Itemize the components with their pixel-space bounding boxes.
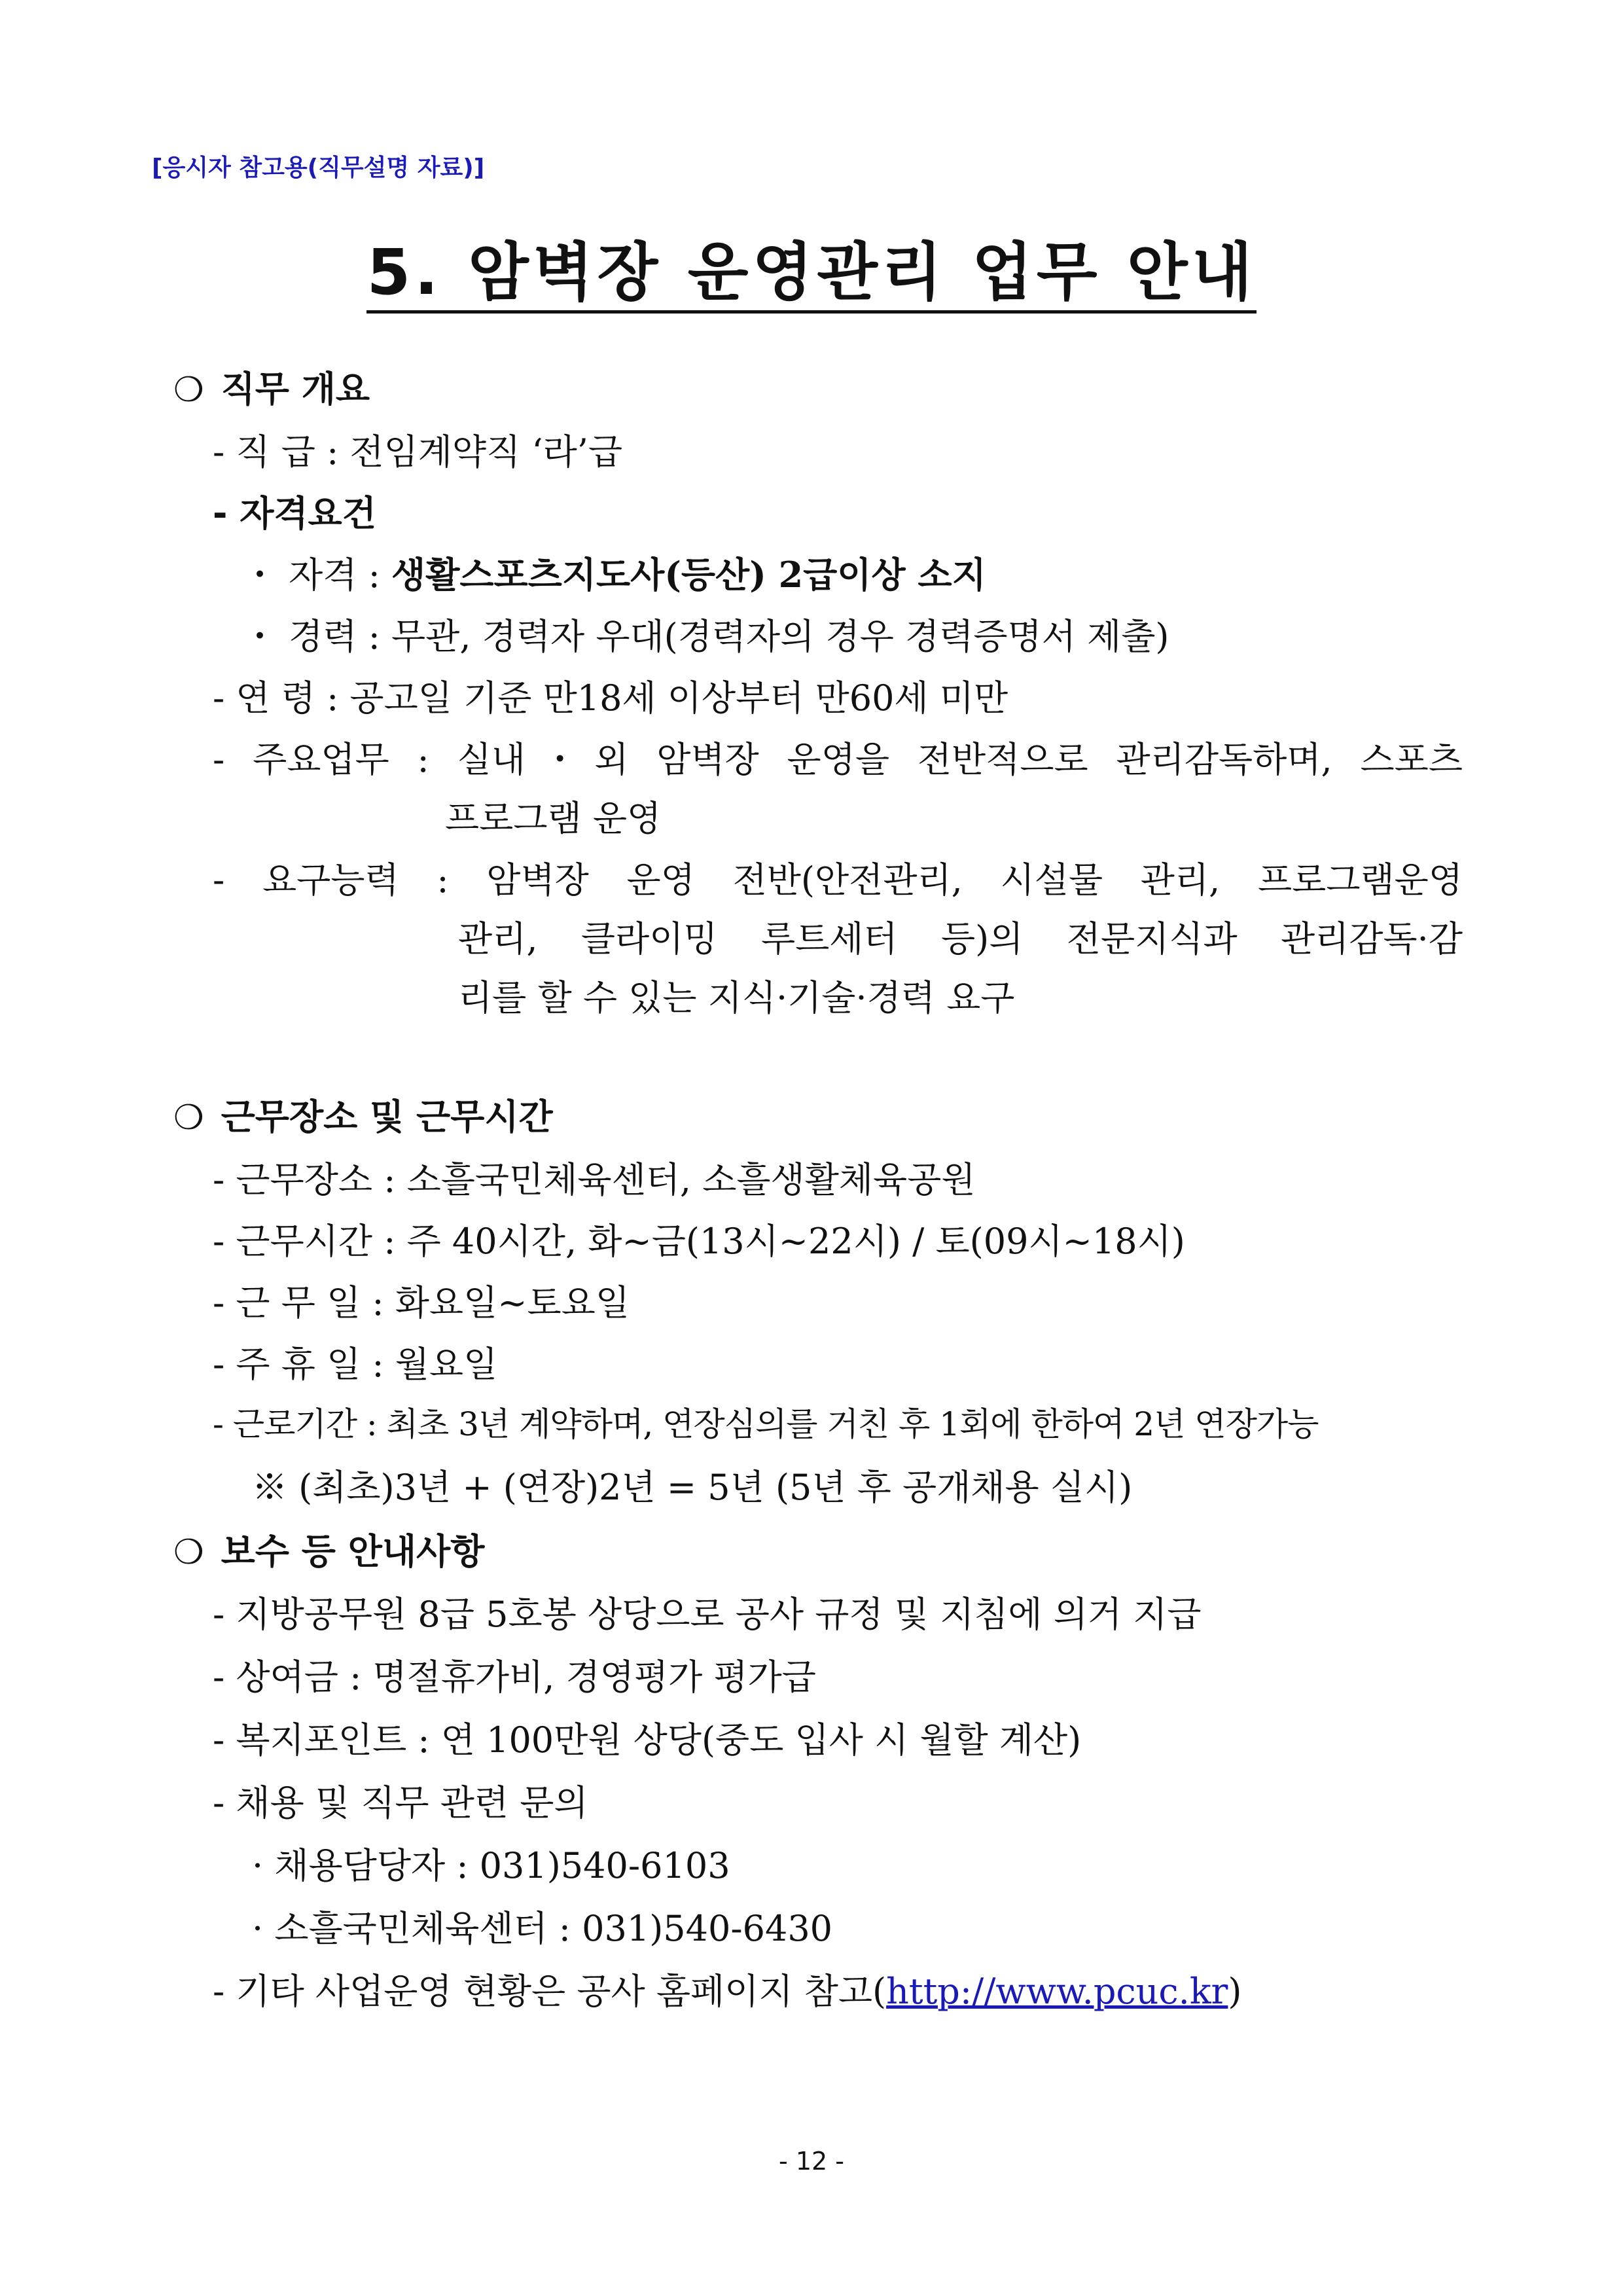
circle-bullet-icon: ❍ (173, 1533, 204, 1572)
duty-line-1: - 주요업무 : 실내・외 암벽장 운영을 전반적으로 관리감독하며, 스포츠 (213, 739, 1463, 780)
ability-line-2: 관리, 클라이밍 루트세터 등)의 전문지식과 관리감독·감 (458, 918, 1463, 960)
workplace-line: - 근무장소 : 소흘국민체육센터, 소흘생활체육공원 (213, 1159, 976, 1200)
qualification-cert-value: 생활스포츠지도사(등산) 2급이상 소지 (391, 554, 986, 596)
age-line: - 연 령 : 공고일 기준 만18세 이상부터 만60세 미만 (213, 677, 1008, 719)
ability-line-3: 리를 할 수 있는 지식·기술·경력 요구 (458, 977, 1015, 1018)
duty-line-1-wrap (213, 732, 1463, 782)
inquiry-line: - 채용 및 직무 관련 문의 (213, 1782, 588, 1823)
ability-line-1-wrap (213, 852, 1463, 903)
section-heading-text: 근무장소 및 근무시간 (221, 1096, 553, 1138)
rank-line: - 직 급 : 전임계약직 ‘라’급 (213, 431, 623, 473)
contract-note-line: ※ (최초)3년 + (연장)2년 = 5년 (5년 후 공개채용 실시) (252, 1467, 1133, 1508)
section-heading-text: 보수 등 안내사항 (221, 1531, 485, 1572)
circle-bullet-icon: ❍ (173, 1098, 204, 1138)
contact-recruiter-line: · 채용담당자 : 031)540-6103 (252, 1845, 730, 1886)
welfare-points-line: - 복지포인트 : 연 100만원 상당(중도 입사 시 월할 계산) (213, 1719, 1082, 1761)
reference-label: [응시자 참고용(직무설명 자료)] (152, 154, 485, 181)
holiday-line: - 주 휴 일 : 월요일 (213, 1344, 498, 1385)
qualification-cert-prefix: ・ 자격 : (242, 554, 392, 596)
homepage-link[interactable]: http://www.pcuc.kr (886, 1971, 1228, 2012)
circle-bullet-icon: ❍ (173, 370, 204, 410)
ability-line-1: - 요구능력 : 암벽장 운영 전반(안전관리, 시설물 관리, 프로그램운영 (213, 859, 1463, 901)
contact-center-line: · 소흘국민체육센터 : 031)540-6430 (252, 1908, 833, 1949)
qualification-heading: - 자격요건 (213, 493, 376, 534)
duty-line-2: 프로그램 운영 (445, 798, 662, 839)
section-heading-text: 직무 개요 (221, 368, 370, 410)
qualification-cert-line (242, 547, 986, 598)
section-heading-job-overview (173, 361, 370, 412)
page-number: - 12 - (779, 2147, 844, 2176)
page-title (0, 223, 1623, 312)
homepage-prefix: - 기타 사업운영 현황은 공사 홈페이지 참고( (213, 1971, 887, 2012)
workdays-line: - 근 무 일 : 화요일~토요일 (213, 1282, 630, 1323)
homepage-line (213, 1964, 1241, 2014)
qualification-career-line: ・ 경력 : 무관, 경력자 우대(경력자의 경우 경력증명서 제출) (242, 616, 1169, 657)
section-heading-workplace (173, 1089, 553, 1139)
bonus-line: - 상여금 : 명절휴가비, 경영평가 평가급 (213, 1657, 816, 1698)
work-hours-line: - 근무시간 : 주 40시간, 화~금(13시~22시) / 토(09시~18시) (213, 1221, 1185, 1262)
contract-period-line: - 근로기간 : 최초 3년 계약하며, 연장심의를 거친 후 1회에 한하여 2년 연장가능 (213, 1405, 1319, 1443)
ability-line-2-wrap (458, 911, 1463, 961)
page-title-text: 5. 암벽장 운영관리 업무 안내 (366, 236, 1256, 314)
section-heading-salary (173, 1524, 484, 1574)
homepage-suffix: ) (1228, 1971, 1242, 2012)
salary-line: - 지방공무원 8급 5호봉 상당으로 공사 규정 및 지침에 의거 지급 (213, 1594, 1202, 1635)
